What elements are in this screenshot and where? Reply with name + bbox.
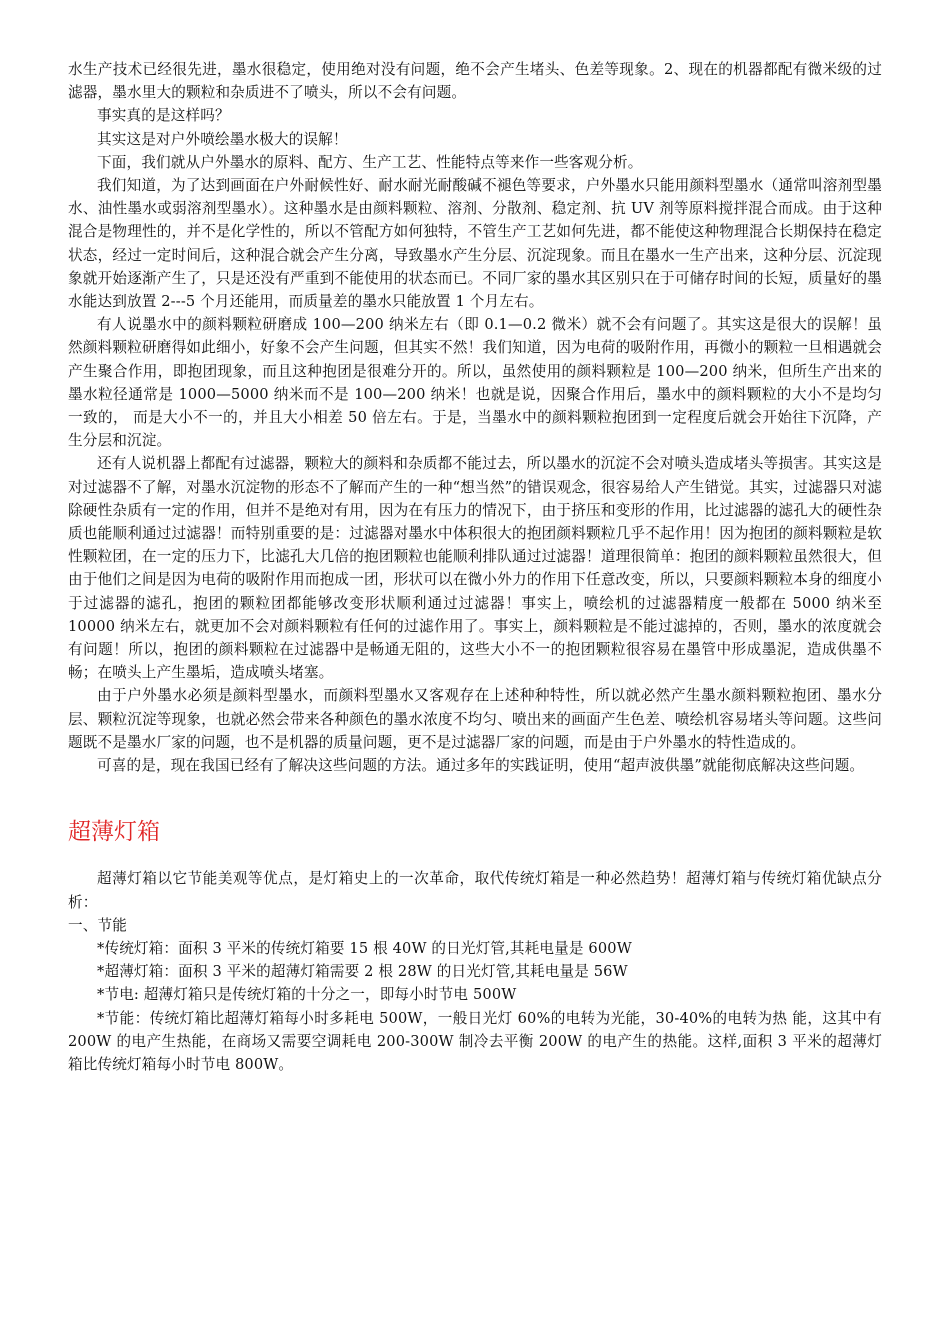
list-item: *节电: 超薄灯箱只是传统灯箱的十分之一，即每小时节电 500W xyxy=(97,986,517,1004)
document-page xyxy=(68,58,882,1076)
body-paragraph: 还有人说机器上都配有过滤器，颗粒大的颜料和杂质都不能过去，所以墨水的沉淀不会对喷头造成堵头等损害。其实这是对过滤器不了解，对墨水沉淀物的形态不了解而产生的一种“想当然”的错误观念，很容易给人产生错觉。其实，过滤器只对滤除硬性杂质有一定的作用，但并不是绝对有用，因为在有压力的情况下，由于挤压和变形的作用，比过滤器的滤孔大的硬性杂质也能顺利通过过滤器！而特别重要的是：过滤器对墨水中体积很大的抱团颜料颗粒几乎不起作用！因为抱团的颜料颗粒是软性颗粒团，在一定的压力下，比滤孔大几倍的抱团颗粒也能顺利排队通过过滤器！道理很简单：抱团的颜料颗粒虽然很大，但由于他们之间是因为电荷的吸附作用而抱成一团，形状可以在微小外力的作用下任意改变，所以，只要颜料颗粒本身的细度小于过滤器的滤孔，抱团的颗粒团都能够改变形状顺利通过过滤器！事实上，喷绘机的过滤器精度一般都在 5000 纳米至 10000 纳米左右，就更加不会对颜料颗粒有任何的过滤作用了。事实上，颜料颗粒是不能过滤掉的，否则，墨水的浓度就会有问题！所以，抱团的颜料颗粒在过滤器中是畅通无阻的，这些大小不一的抱团颗粒很容易在墨管中形成墨泥，造成供墨不畅；在喷头上产生墨垢，造成喷头堵塞。 xyxy=(68,455,882,682)
list-item: *超薄灯箱：面积 3 平米的超薄灯箱需要 2 根 28W 的日光灯管,其耗电量是 56W xyxy=(97,963,628,981)
body-paragraph: 下面，我们就从户外墨水的原料、配方、生产工艺、性能特点等来作一些客观分析。 xyxy=(97,153,643,171)
body-paragraph: 超薄灯箱以它节能美观等优点，是灯箱史上的一次革命，取代传统灯箱是一种必然趋势！超薄灯箱与传统灯箱优缺点分析： xyxy=(68,870,882,911)
body-paragraph: 水生产技术已经很先进，墨水很稳定，使用绝对没有问题，绝不会产生堵头、色差等现象。2、现在的机器都配有微米级的过滤器，墨水里大的颗粒和杂质进不了喷头，所以不会有问题。 xyxy=(68,61,882,102)
section-heading: 超薄灯箱 xyxy=(68,819,160,846)
body-paragraph: 事实真的是这样吗？ xyxy=(97,107,230,125)
list-item: *传统灯箱：面积 3 平米的传统灯箱要 15 根 40W 的日光灯管,其耗电量是 600W xyxy=(97,939,632,957)
body-paragraph: 可喜的是，现在我国已经有了解决这些问题的方法。通过多年的实践证明，使用“超声波供墨”就能彻底解决这些问题。 xyxy=(97,757,865,775)
list-heading: 一、节能 xyxy=(68,916,127,934)
list-item: *节能：传统灯箱比超薄灯箱每小时多耗电 500W，一般日光灯 60%的电转为光能，30-40%的电转为热 能，这其中有 200W 的电产生热能，在商场又需要空调耗电 200-300W 制冷去平衡 200W 的电产生的热能。这样,面积 3 平米的超薄灯箱比传统灯箱每小时节电 800W。 xyxy=(68,1009,882,1073)
body-paragraph: 有人说墨水中的颜料颗粒研磨成 100—200 纳米左右（即 0.1—0.2 微米）就不会有问题了。其实这是很大的误解！虽然颜料颗粒研磨得如此细小，好象不会产生问题，但其实不然！我们知道，因为电荷的吸附作用，再微小的颗粒一旦相遇就会产生聚合作用，即抱团现象，而且这种抱团是很难分开的。所以，虽然使用的颜料颗粒是 100—200 纳米，但所生产出来的墨水粒径通常是 1000—5000 纳米而不是 100—200 纳米！也就是说，因聚合作用后，墨水中的颜料颗粒的大小不是均匀一致的， 而是大小不一的，并且大小相差 50 倍左右。于是，当墨水中的颜料颗粒抱团到一定程度后就会开始往下沉降，产生分层和沉淀。 xyxy=(68,316,882,450)
body-paragraph: 由于户外墨水必须是颜料型墨水，而颜料型墨水又客观存在上述种种特性，所以就必然产生墨水颜料颗粒抱团、墨水分层、颗粒沉淀等现象，也就必然会带来各种颜色的墨水浓度不均匀、喷出来的画面产生色差、喷绘机容易堵头等问题。这些问题既不是墨水厂家的问题，也不是机器的质量问题，更不是过滤器厂家的问题，而是由于户外墨水的特性造成的。 xyxy=(68,687,882,751)
body-paragraph: 我们知道，为了达到画面在户外耐候性好、耐水耐光耐酸碱不褪色等要求，户外墨水只能用颜料型墨水（通常叫溶剂型墨水、油性墨水或弱溶剂型墨水）。这种墨水是由颜料颗粒、溶剂、分散剂、稳定剂、抗 UV 剂等原料搅拌混合而成。由于这种混合是物理性的，并不是化学性的，所以不管配方如何独特，不管生产工艺如何先进，都不能使这种物理混合长期保持在稳定状态，经过一定时间后，这种混合就会产生分离，导致墨水产生分层、沉淀现象。而且在墨水一生产出来，这种分层、沉淀现象就开始逐渐产生了，只是还没有严重到不能使用的状态而已。不同厂家的墨水其区别只在于可储存时间的长短，质量好的墨水能达到放置 2---5 个月还能用，而质量差的墨水只能放置 1 个月左右。 xyxy=(68,177,882,311)
body-paragraph: 其实这是对户外喷绘墨水极大的误解！ xyxy=(97,130,348,148)
